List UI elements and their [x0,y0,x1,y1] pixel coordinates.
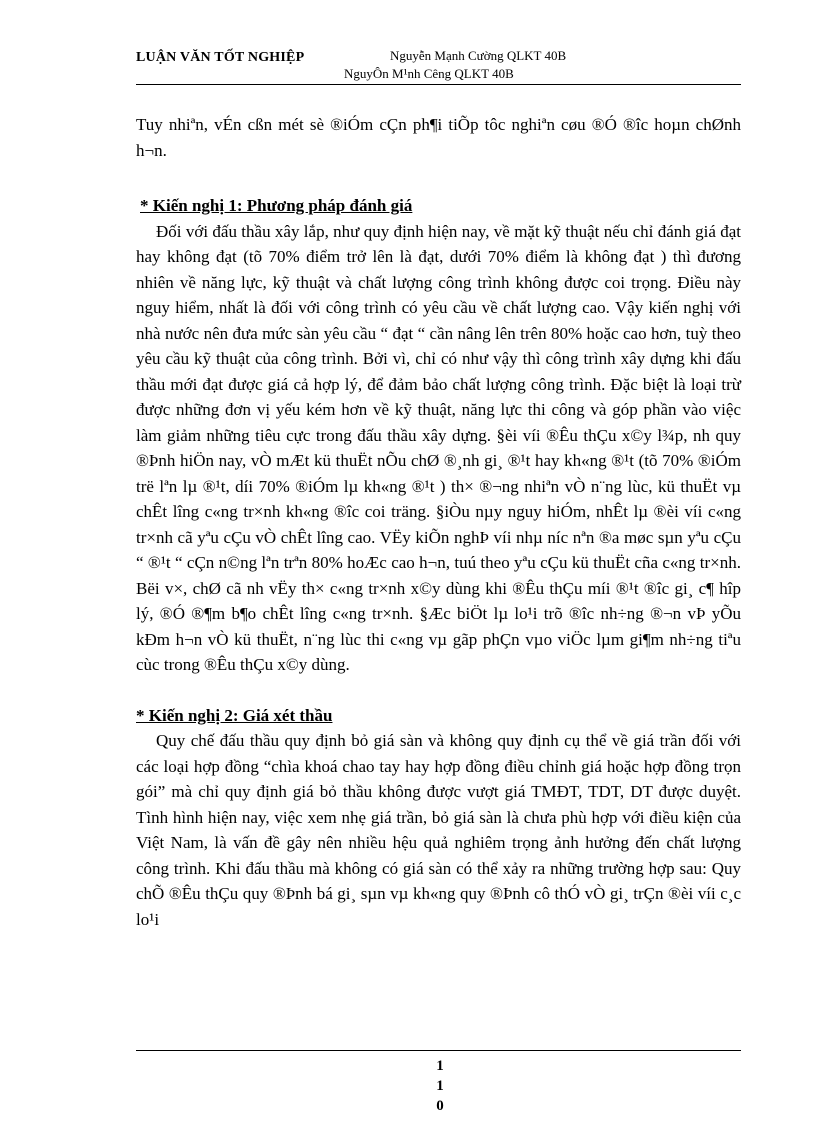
spacer [136,678,741,703]
page-header [136,44,741,88]
header-title: LUẬN VĂN TỐT NGHIỆP [136,50,305,65]
section-2-heading: * Kiến nghị 2: Giá xét thầu [136,705,333,725]
section-1-paragraph: Đối với đấu thầu xây lắp, như quy định hiện nay, về mặt kỹ thuật nếu chỉ đánh giá đạt hay không đạt (tõ 70% điểm trở lên là đạt, dưới 70% điểm là không đạt ) thì đương nhiên về năng lực, kỹ thuật và chất lượng công trình không được coi trọng. Điều này nguy hiểm, nhất là đối với công trình có yêu cầu về chất lượng cao. Vậy kiến nghị với nhà nước nên đưa mức sàn yêu cầu “ đạt “ cần nâng lên trên 80% hoặc cao hơn, tuỳ theo yêu cầu kỹ thuật của công trình. Bởi vì, chỉ có như vậy thì công trình xây dựng khi đấu thầu mới đạt được giá cả hợp lý, để đảm bảo chất lượng công trình. Đặc biệt là loại trừ được những đơn vị yếu kém hơn về kỹ thuật, năng lực thi công và góp phần vào việc làm giảm những tiêu cực trong đấu thầu xây dựng. §èi víi ®Êu thÇu x©y l¾p, nh quy ®Þnh hiÖn nay, vÒ mÆt kü thuËt nÕu chØ ®¸nh gi¸ ®¹t hay kh«ng ®¹t (tõ 70% ®iÓm trë lªn lµ ®¹t, díi 70% ®iÓm lµ kh«ng ®¹t ) th× ®¬ng nhiªn vÒ n¨ng lùc, kü thuËt vµ chÊt lîng c«ng tr×nh kh«ng ®îc coi träng. §iÒu nµy nguy hiÓm, nhÊt lµ ®èi víi c«ng tr×nh cã yªu cÇu vÒ chÊt lîng cao. VËy kiÕn nghÞ víi nhµ níc nªn ®a møc sµn yªu cÇu “ ®¹t “ cÇn n©ng lªn trªn 80% hoÆc cao h¬n, tuú theo yªu cÇu kü thuËt cña c«ng tr×nh. Bëi v×, chØ cã nh vËy th× c«ng tr×nh x©y dùng khi ®Êu thÇu míi ®¹t ®îc gi¸ c¶ hîp lý, ®Ó ®¶m b¶o chÊt lîng c«ng tr×nh. §Æc biÖt lµ lo¹i trõ ®îc nh÷ng ®¬n vÞ yÕu kÐm h¬n vÒ kü thuËt, n¨ng lùc thi c«ng vµ gãp phÇn vµo viÖc lµm gi¶m nh÷ng tiªu cùc trong ®Êu thÇu x©y dùng. [136,221,741,674]
section-2-paragraph: Quy chế đấu thầu quy định bỏ giá sàn và không quy định cụ thể về giá trần đối với các loại hợp đồng “chìa khoá chao tay hay hợp đồng điều chỉnh giá hoặc hợp đồng trọn gói” mà chỉ quy định giá bỏ thầu không được vượt giá TMĐT, TDT, DT được duyệt. Tình hình hiện nay, việc xem nhẹ giá trần, bỏ giá sàn là chưa phù hợp với điều kiện của Việt Nam, là vấn đề gây nên nhiều hệu quả nghiêm trọng ảnh hưởng đến chất lượng công trình. Khi đấu thầu mà không có giá sàn có thể xảy ra những trường hợp sau: Quy chÕ ®Êu thÇu quy ®Þnh bá gi¸ sµn vµ kh«ng quy ®Þnh cô thÓ vÒ gi¸ trÇn ®èi víi c¸c lo¹i [136,731,741,929]
page-number-digit: 0 [436,1098,444,1114]
footer-divider [136,1050,741,1051]
header-divider [136,84,741,85]
section-1-heading: * Kiến nghị 1: Phương pháp đánh giá [140,196,413,215]
intro-paragraph: Tuy nhiªn, vÉn cßn mét sè ®iÓm cÇn ph¶i tiÕp tôc nghiªn cøu ®Ó ®îc hoµn chØnh h¬n. [136,115,741,160]
page-number [400,1056,480,1116]
page-number-digit: 1 [436,1058,444,1074]
header-author: Nguyễn Mạnh Cường QLKT 40B [390,48,567,63]
spacer [136,163,741,193]
document-body [136,112,741,932]
header-author-legacy-encoding: NguyÔn M¹nh Cêng QLKT 40B [344,66,514,81]
page-number-digit: 1 [436,1078,444,1094]
